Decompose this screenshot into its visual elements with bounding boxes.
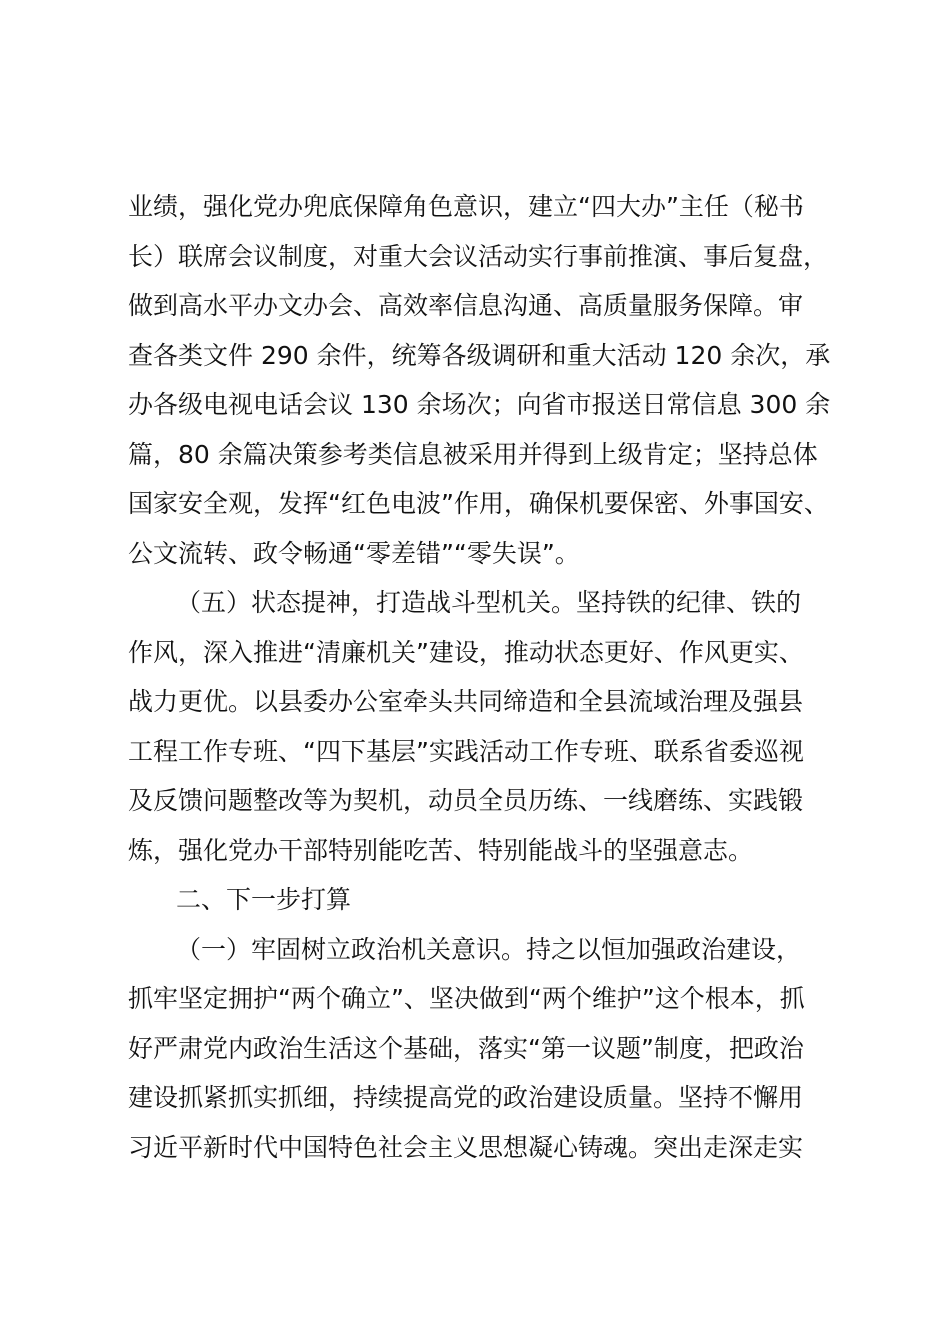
text-line: 做到高水平办文办会、高效率信息沟通、高质量服务保障。审 [128, 291, 804, 320]
text-line: 篇，80 余篇决策参考类信息被采用并得到上级肯定；坚持总体 [128, 439, 818, 469]
text-line: 好严肃党内政治生活这个基础，落实“第一议题”制度，把政治 [128, 1033, 804, 1063]
text-line: 办各级电视电话会议 130 余场次；向省市报送日常信息 300 余 [128, 390, 831, 419]
text-line: 作风，深入推进“清廉机关”建设，推动状态更好、作风更实、 [128, 637, 804, 667]
text-line: 炼，强化党办干部特别能吃苦、特别能战斗的坚强意志。 [128, 835, 754, 865]
text-line: 习近平新时代中国特色社会主义思想凝心铸魂。突出走深走实 [128, 1132, 804, 1162]
paragraph-start-line: （一）牢固树立政治机关意识。持之以恒加强政治建设， [176, 934, 802, 964]
text-line: 公文流转、政令畅通“零差错”“零失误”。 [128, 538, 580, 568]
paragraph-start-line: （五）状态提神，打造战斗型机关。坚持铁的纪律、铁的 [176, 588, 802, 617]
text-line: 抓牢坚定拥护“两个确立”、坚决做到“两个维护”这个根本，抓 [128, 984, 805, 1013]
text-line: 建设抓紧抓实抓细，持续提高党的政治建设质量。坚持不懈用 [128, 1083, 804, 1112]
text-line: 战力更优。以县委办公室牵头共同缔造和全县流域治理及强县 [128, 687, 804, 716]
text-line: 业绩，强化党办兜底保障角色意识，建立“四大办”主任（秘书 [128, 192, 804, 221]
document-body [128, 182, 868, 1172]
text-line: 查各类文件 290 余件，统筹各级调研和重大活动 120 余次，承 [128, 340, 831, 370]
text-line: 工程工作专班、“四下基层”实践活动工作专班、联系省委巡视 [128, 736, 804, 766]
text-line: 长）联席会议制度，对重大会议活动实行事前推演、事后复盘， [128, 241, 829, 271]
section-heading: 二、下一步打算 [176, 885, 352, 914]
text-line: 及反馈问题整改等为契机，动员全员历练、一线磨练、实践锻 [128, 786, 804, 815]
text-line: 国家安全观，发挥“红色电波”作用，确保机要保密、外事国安、 [128, 489, 829, 518]
